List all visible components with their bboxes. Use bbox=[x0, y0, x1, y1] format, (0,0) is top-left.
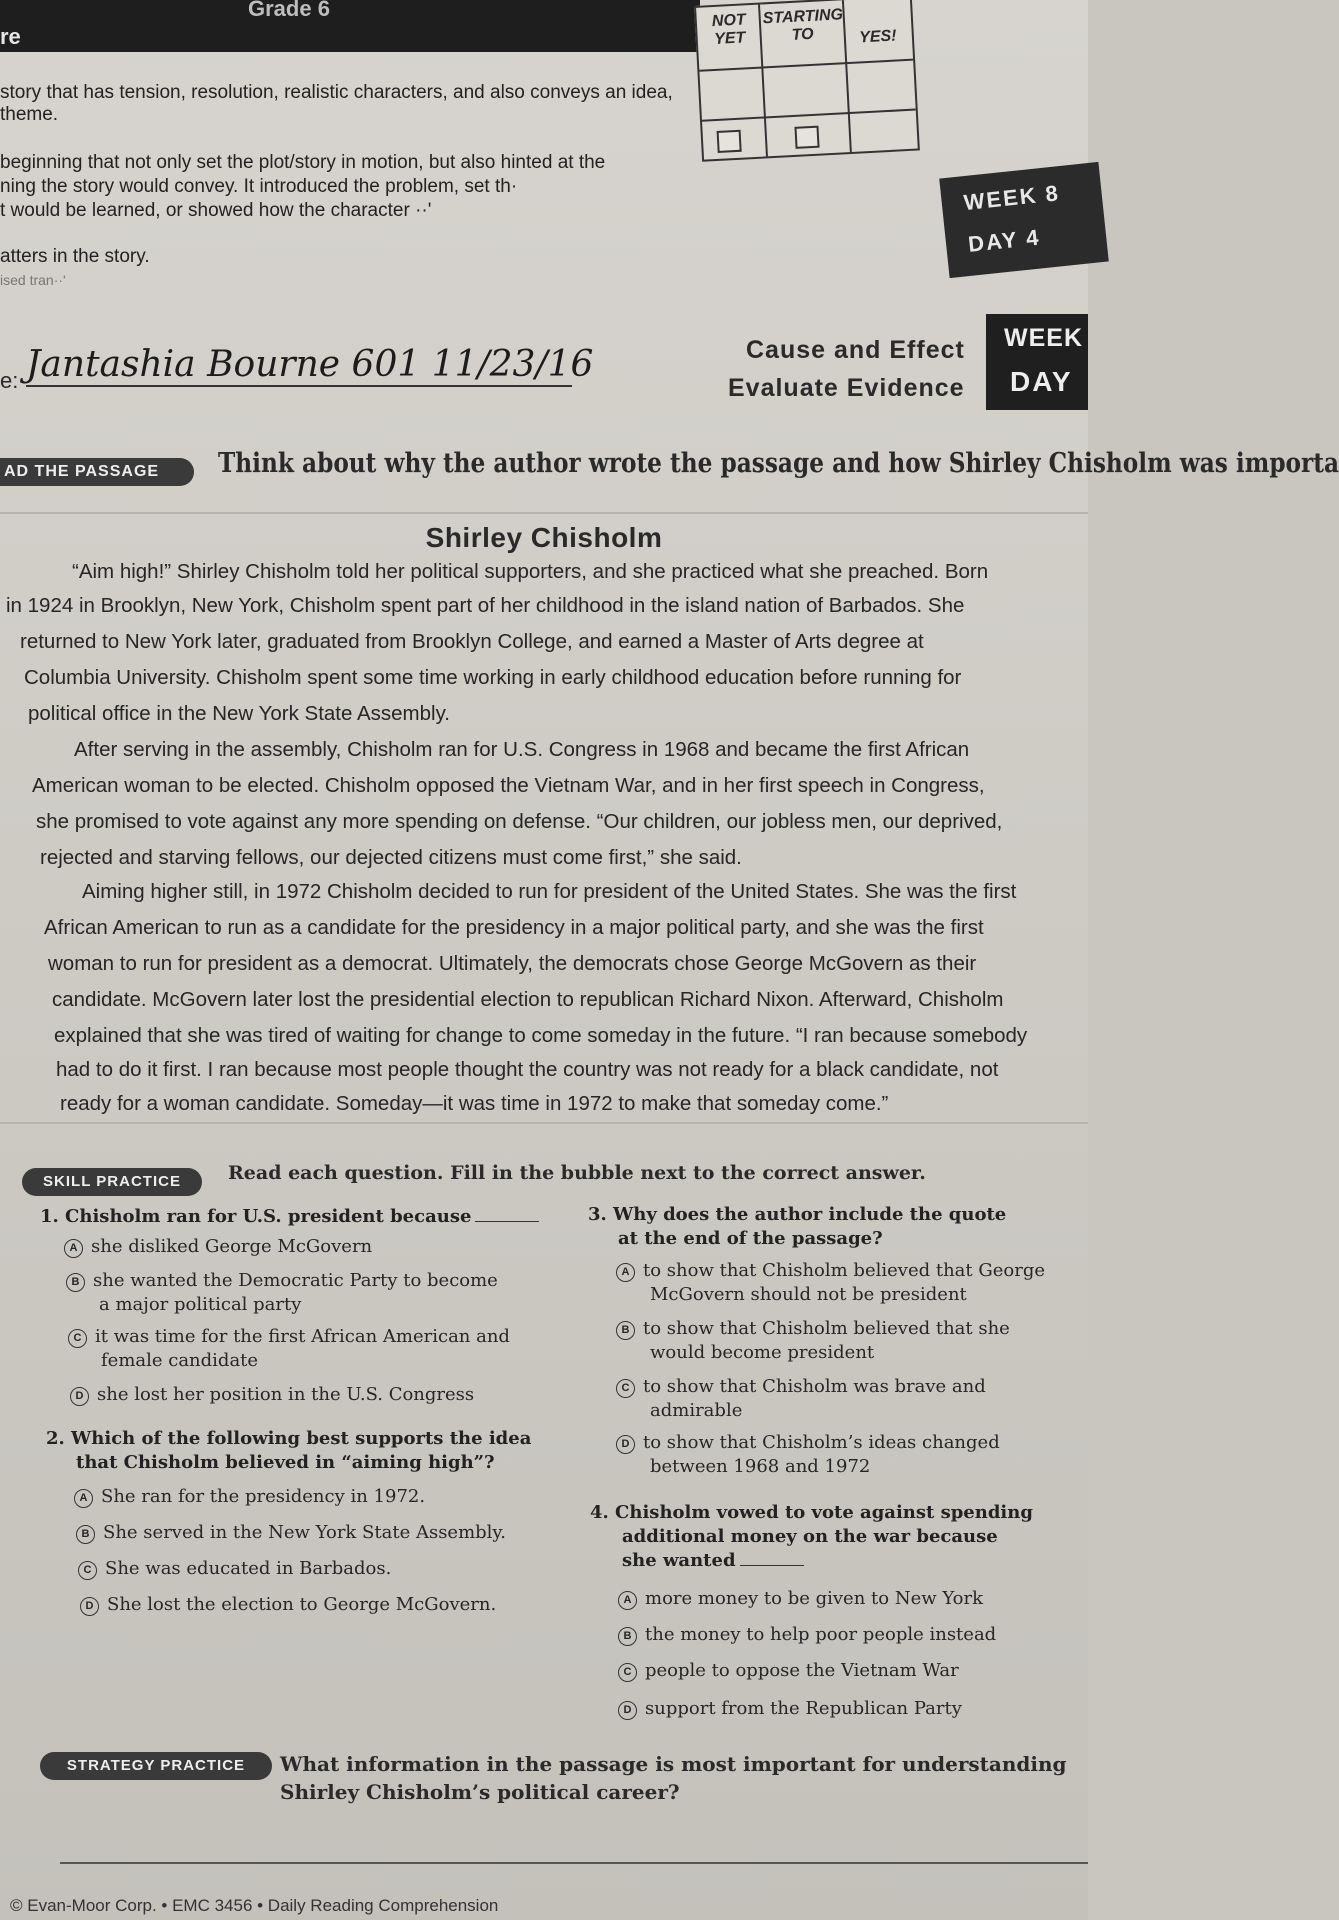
skill-title-evaluate-evidence: Evaluate Evidence bbox=[728, 374, 965, 402]
q1-option-c[interactable] bbox=[68, 1326, 510, 1348]
q3-option-d[interactable] bbox=[616, 1432, 1000, 1454]
previous-page-text: story that has tension, resolution, realistic characters, and also conveys an idea, bbox=[0, 82, 673, 103]
question-4-text: she wanted bbox=[622, 1550, 736, 1571]
q1-option-a[interactable] bbox=[64, 1236, 372, 1258]
q3-option-c[interactable] bbox=[616, 1376, 986, 1398]
previous-page-text: ised tran··' bbox=[0, 272, 66, 288]
question-2-stem-cont: that Chisholm believed in “aiming high”? bbox=[76, 1452, 495, 1473]
q4-option-c[interactable] bbox=[618, 1660, 959, 1682]
passage-line: in 1924 in Brooklyn, New York, Chisholm spent part of her childhood in the island nation of Barbados. She bbox=[6, 594, 965, 617]
q2-option-b-text: She served in the New York State Assembly. bbox=[103, 1522, 506, 1543]
skill-practice-badge: SKILL PRACTICE bbox=[22, 1168, 202, 1196]
strategy-question-line-1: What information in the passage is most important for understanding bbox=[280, 1752, 1067, 1776]
passage-line: she promised to vote against any more spending on defense. “Our children, our jobless men, our deprived, bbox=[36, 810, 1003, 833]
rubric-checkbox[interactable] bbox=[717, 130, 742, 153]
previous-week-day-tab bbox=[939, 162, 1109, 278]
passage-line: American woman to be elected. Chisholm opposed the Vietnam War, and in her first speech in Congress, bbox=[32, 774, 985, 797]
passage-title: Shirley Chisholm bbox=[425, 522, 663, 553]
q3-option-b-text: to show that Chisholm believed that she bbox=[643, 1318, 1010, 1339]
q2-option-c-text: She was educated in Barbados. bbox=[105, 1558, 392, 1579]
week-day-tab bbox=[986, 314, 1088, 410]
read-passage-instructions: Think about why the author wrote the passage and how Shirley Chisholm was importa bbox=[218, 448, 1339, 479]
strategy-practice-badge: STRATEGY PRACTICE bbox=[40, 1752, 272, 1780]
passage-line: Columbia University. Chisholm spent some time working in early childhood education before running for bbox=[24, 666, 962, 689]
q3-option-c-text-cont: admirable bbox=[650, 1400, 743, 1421]
answer-bubble[interactable]: D bbox=[70, 1387, 89, 1406]
passage-line: had to do it first. I ran because most people thought the country was not ready for a black candidate, not bbox=[56, 1058, 999, 1081]
answer-blank bbox=[475, 1221, 539, 1222]
q4-option-d[interactable] bbox=[618, 1698, 962, 1720]
q1-option-b-text-cont: a major political party bbox=[99, 1294, 302, 1315]
passage-line: ready for a woman candidate. Someday—it was time in 1972 to make that someday come.” bbox=[60, 1092, 889, 1115]
previous-page-text: t would be learned, or showed how the character ··' bbox=[0, 200, 432, 221]
rubric-checkbox[interactable] bbox=[794, 126, 819, 149]
passage-line: rejected and starving fellows, our dejected citizens must come first,” she said. bbox=[40, 846, 742, 869]
q1-option-c-text: it was time for the first African American and bbox=[95, 1326, 510, 1347]
answer-bubble[interactable]: C bbox=[68, 1329, 87, 1348]
question-1-stem bbox=[40, 1206, 539, 1227]
previous-page-text: beginning that not only set the plot/story in motion, but also hinted at the bbox=[0, 152, 606, 173]
q2-option-d-text: She lost the election to George McGovern. bbox=[107, 1594, 497, 1615]
answer-bubble[interactable]: B bbox=[618, 1627, 637, 1646]
passage-line: explained that she was tired of waiting for change to come someday in the future. “I ran because somebody bbox=[54, 1024, 1028, 1047]
q2-option-a[interactable] bbox=[74, 1486, 425, 1508]
previous-page-header-bar bbox=[0, 0, 700, 52]
answer-bubble[interactable]: B bbox=[616, 1321, 635, 1340]
q4-option-d-text: support from the Republican Party bbox=[645, 1698, 962, 1719]
rubric-header-starting-to: STARTING TO bbox=[762, 6, 844, 44]
q4-option-a[interactable] bbox=[618, 1588, 983, 1610]
answer-bubble[interactable]: A bbox=[618, 1591, 637, 1610]
self-assessment-rubric bbox=[694, 0, 920, 162]
header-fragment: re bbox=[0, 24, 21, 49]
question-2-stem: 2. Which of the following best supports the idea bbox=[46, 1428, 532, 1449]
q3-option-a[interactable] bbox=[616, 1260, 1045, 1282]
previous-page-text: atters in the story. bbox=[0, 246, 150, 267]
q3-option-c-text: to show that Chisholm was brave and bbox=[643, 1376, 986, 1397]
q1-option-a-text: she disliked George McGovern bbox=[91, 1236, 373, 1257]
passage-line: woman to run for president as a democrat. Ultimately, the democrats chose George McGovern as their bbox=[48, 952, 977, 975]
previous-page-text: theme. bbox=[0, 104, 59, 125]
q4-option-c-text: people to oppose the Vietnam War bbox=[645, 1660, 959, 1681]
rubric-divider bbox=[842, 0, 852, 152]
name-field[interactable]: Jantashia Bourne 601 11/23/16 bbox=[26, 344, 594, 385]
skill-title-cause-effect: Cause and Effect bbox=[746, 336, 965, 364]
q1-option-d[interactable] bbox=[70, 1384, 474, 1406]
q2-option-c[interactable] bbox=[78, 1558, 391, 1580]
question-3-stem-cont: at the end of the passage? bbox=[618, 1228, 883, 1249]
passage-line: candidate. McGovern later lost the presidential election to republican Richard Nixon. Afterward, Chisholm bbox=[52, 988, 1004, 1011]
previous-day-label: DAY 4 bbox=[966, 224, 1042, 257]
answer-bubble[interactable]: D bbox=[80, 1597, 99, 1616]
q4-option-b[interactable] bbox=[618, 1624, 996, 1646]
q3-option-a-text: to show that Chisholm believed that George bbox=[643, 1260, 1046, 1281]
passage-line: political office in the New York State Assembly. bbox=[28, 702, 450, 725]
q3-option-b-text-cont: would become president bbox=[650, 1342, 875, 1363]
question-3-stem: 3. Why does the author include the quote bbox=[588, 1204, 1007, 1225]
q2-option-b[interactable] bbox=[76, 1522, 506, 1544]
passage-line: returned to New York later, graduated from Brooklyn College, and earned a Master of Arts degree at bbox=[20, 630, 924, 653]
answer-bubble[interactable]: B bbox=[66, 1273, 85, 1292]
q4-option-b-text: the money to help poor people instead bbox=[645, 1624, 997, 1645]
previous-week-label: WEEK 8 bbox=[962, 180, 1061, 216]
answer-bubble[interactable]: D bbox=[616, 1435, 635, 1454]
q1-option-b[interactable] bbox=[66, 1270, 498, 1292]
previous-page-text: ning the story would convey. It introduced the problem, set th· bbox=[0, 176, 518, 197]
q3-option-a-text-cont: McGovern should not be president bbox=[650, 1284, 967, 1305]
q3-option-d-text-cont: between 1968 and 1972 bbox=[650, 1456, 871, 1477]
passage-line: After serving in the assembly, Chisholm ran for U.S. Congress in 1968 and became the first African bbox=[74, 738, 970, 761]
answer-bubble[interactable]: C bbox=[616, 1379, 635, 1398]
question-4-stem-cont: additional money on the war because bbox=[622, 1526, 998, 1547]
passage-line: “Aim high!” Shirley Chisholm told her political supporters, and she practiced what she preached. Born bbox=[72, 560, 989, 583]
passage-line: Aiming higher still, in 1972 Chisholm decided to run for president of the United States. She was the first bbox=[82, 880, 1017, 903]
answer-bubble[interactable]: A bbox=[616, 1263, 635, 1282]
question-4-stem: 4. Chisholm vowed to vote against spending bbox=[590, 1502, 1033, 1523]
passage-line: African American to run as a candidate for the presidency in a major political party, and she was the first bbox=[44, 916, 984, 939]
answer-bubble[interactable]: A bbox=[74, 1489, 93, 1508]
q1-option-d-text: she lost her position in the U.S. Congress bbox=[97, 1384, 475, 1405]
grade-label: Grade 6 bbox=[248, 0, 330, 21]
q3-option-d-text: to show that Chisholm’s ideas changed bbox=[643, 1432, 1000, 1453]
question-4-stem-cont-2 bbox=[622, 1550, 804, 1571]
name-label: e: bbox=[0, 368, 19, 393]
answer-bubble[interactable]: B bbox=[76, 1525, 95, 1544]
rubric-row-line bbox=[699, 59, 913, 72]
q1-option-c-text-cont: female candidate bbox=[101, 1350, 259, 1371]
answer-bubble[interactable]: A bbox=[64, 1239, 83, 1258]
day-label: DAY bbox=[1010, 366, 1073, 397]
rubric-row-line bbox=[702, 109, 916, 122]
answer-bubble[interactable]: C bbox=[78, 1561, 97, 1580]
q3-option-b[interactable] bbox=[616, 1318, 1010, 1340]
skill-practice-instructions: Read each question. Fill in the bubble next to the correct answer. bbox=[228, 1162, 926, 1184]
answer-blank bbox=[740, 1565, 804, 1566]
read-passage-badge: AD THE PASSAGE bbox=[0, 458, 194, 486]
q4-option-a-text: more money to be given to New York bbox=[645, 1588, 984, 1609]
q2-option-d[interactable] bbox=[80, 1594, 496, 1616]
q2-option-a-text: She ran for the presidency in 1972. bbox=[101, 1486, 426, 1507]
answer-bubble[interactable]: D bbox=[618, 1701, 637, 1720]
rubric-header-not-yet: NOT YET bbox=[711, 11, 747, 48]
answer-bubble[interactable]: C bbox=[618, 1663, 637, 1682]
copyright-footer: © Evan-Moor Corp. • EMC 3456 • Daily Reading Comprehension bbox=[10, 1896, 499, 1915]
rubric-header-yes: YES! bbox=[858, 27, 897, 47]
week-label: WEEK bbox=[1004, 324, 1083, 352]
question-1-text: 1. Chisholm ran for U.S. president because bbox=[40, 1206, 472, 1227]
q1-option-b-text: she wanted the Democratic Party to become bbox=[93, 1270, 498, 1291]
strategy-answer-line[interactable] bbox=[60, 1862, 1088, 1864]
strategy-question-line-2: Shirley Chisholm’s political career? bbox=[280, 1780, 680, 1804]
